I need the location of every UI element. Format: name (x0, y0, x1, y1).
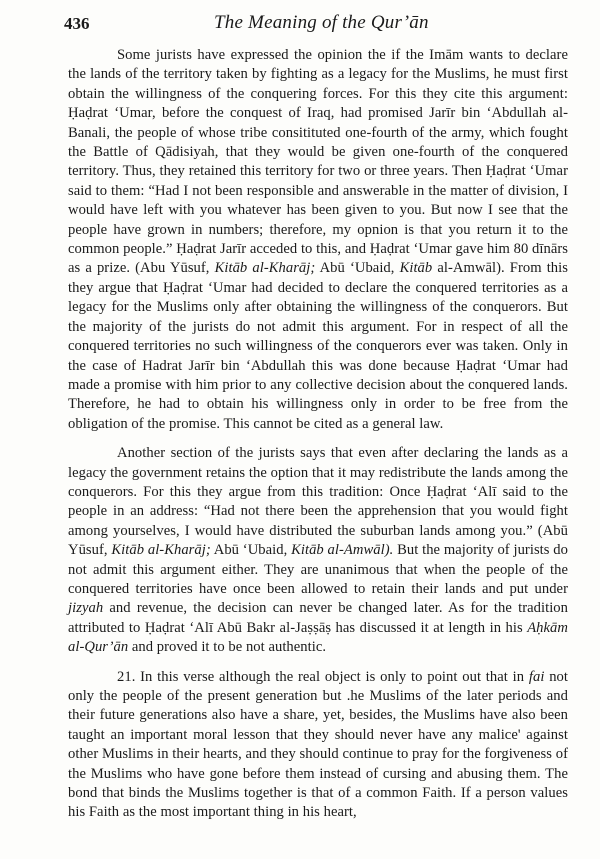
text-run: and revenue, the decision can never be changed later. As for the tradition attributed to Ḥaḍrat ‘Alī Abū Bakr al-Jaṣṣāṣ has discussed it at length in his (68, 600, 568, 636)
text-run: Abū ‘Ubaid, (315, 260, 400, 277)
text-run: 21. In this verse although the real object is only to point out that in (117, 668, 529, 685)
text-run: But the majority of jurists do not admit this argument either. They are unanimous that when the people of the conquered territories have once been allowed to retain their lands and put under (68, 542, 568, 597)
text-run: al-Amwāl). From this they argue that Ḥaḍrat ‘Umar had decided to declare the conquered territories as a legacy for the Muslims only after obtaining the willingness of the conquerors. But the majority of the jurists do not admit this argument. For in respect of all the conquered territories no such willingness of the conquerors ever was taken. Only in the case of Hadrat Jarīr bin ‘Abdullah this was done because Ḥaḍrat ‘Umar had made a promise with him prior to any collective decision about the conquered lands. Therefore, he had to obtain his willingness only in order to be free from the obligation of the promise. This cannot be cited as a general law. (68, 260, 568, 432)
page-header (64, 12, 566, 36)
text-run-italic: Kitāb al-Kharāj; (214, 260, 316, 277)
page-number: 436 (64, 14, 90, 33)
text-run-italic: Kitāb al-Kharāj; (111, 542, 211, 559)
text-run: and proved it to be not authentic. (128, 639, 327, 656)
text-run-italic: Kitāb (399, 260, 433, 277)
paragraph (68, 444, 568, 657)
text-run: not only the people of the present generation but .he Muslims of the later periods and their future generations also have a share, yet, besides, the Muslims have also been taught an important moral lesson that they should never have any malice' against other Muslims in their hearts, and they should continue to pray for the forgiveness of the Muslims who have gone before them instead of cursing and abusing them. The bond that binds the Muslims together is that of a common Faith. If a person values his Faith as the most important thing in his heart, (68, 668, 568, 821)
paragraph (68, 46, 568, 434)
text-run: Abū ‘Ubaid, (210, 542, 292, 559)
text-run-italic: Aḥkām al-Qur’ān (68, 619, 568, 656)
text-run-italic: jizyah (68, 600, 104, 617)
text-run-italic: fai (528, 668, 545, 685)
paragraph (68, 668, 568, 823)
running-title: The Meaning of the Qur’ān (214, 12, 429, 33)
text-run: Some jurists have expressed the opinion the if the Imām wants to declare the lands of the territory taken by fighting as a legacy for the Muslims, he must first obtain the willingness of the conquering forces. For this they cite this argument: Ḥaḍrat ‘Umar, before the conquest of Iraq, had promised Jarīr bin ‘Abdullah al-Banali, the people of whose tribe consitituted one-fourth of the army, which fought the Battle of Qādisiyah, that they would be given one-fourth of the conquered territory. Thus, they retained this territory for two or three years. Then Ḥaḍrat ‘Umar said to them: “Had I not been responsible and answerable in the matter of division, I would have left with you whatever has been given to you. But now I see that the people have grown in numbers; therefore, my opnion is that you return it to the common people.” Ḥaḍrat Jarīr acceded to this, and Ḥaḍrat ‘Umar gave him 80 dīnārs as a prize. (Abu Yūsuf, (68, 47, 568, 277)
text-run: Another section of the jurists says that even after declaring the lands as a legacy the government retains the option that it may redistribute the lands among the conquerors. For this they argue from this tradition: Once Ḥaḍrat ‘Alī said to the people in an address: “Had not there been the apprehension that you would fight among yourselves, I would have distributed the suburban lands among you.” (Abū Yūsuf, (68, 445, 568, 559)
page-body (68, 46, 568, 831)
text-run-italic: Kitāb al-Amwāl). (291, 542, 394, 559)
